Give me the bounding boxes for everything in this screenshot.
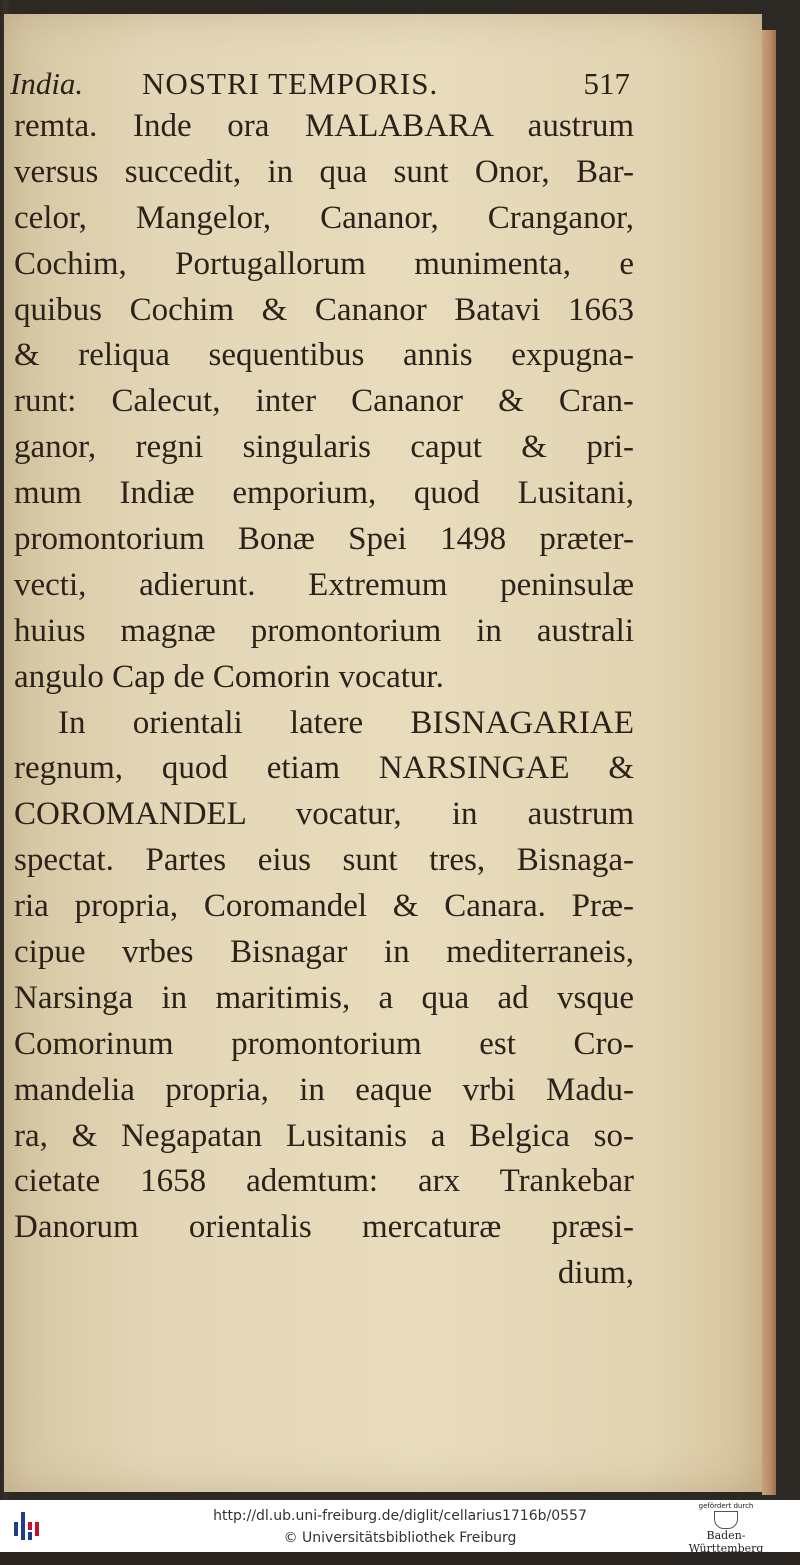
sponsor-name: Baden-Württemberg xyxy=(688,1529,764,1555)
sponsor-block xyxy=(676,1502,776,1565)
sponsor-subtitle: MINISTERIUM FÜR WISSENSCHAFT, FORSCHUNG UND KUNST xyxy=(677,1555,775,1565)
text-line: In orientali latere BISNAGARIAE xyxy=(58,704,634,741)
text-line: Cochim, Portugallorum munimenta, e xyxy=(14,245,634,282)
text-line: remta. Inde ora MALABARA austrum xyxy=(14,108,634,144)
header-running-title: NOSTRI TEMPORIS. xyxy=(142,66,439,101)
text-line: promontorium Bonæ Spei 1498 præter- xyxy=(14,521,634,558)
page-text xyxy=(14,104,634,1297)
text-line: celor, Mangelor, Cananor, Cranganor, xyxy=(14,199,634,236)
page-number: 517 xyxy=(583,66,630,101)
text-line: ria propria, Coromandel & Canara. Præ- xyxy=(14,888,634,925)
text-line: quibus Cochim & Cananor Batavi 1663 xyxy=(14,291,634,328)
copyright-notice: © Universitätsbibliothek Freiburg xyxy=(283,1530,517,1546)
running-header xyxy=(10,60,630,104)
text-line: versus succedit, in qua sunt Onor, Bar- xyxy=(14,153,634,190)
header-section-title: India. xyxy=(10,66,84,101)
text-line: spectat. Partes eius sunt tres, Bisnaga- xyxy=(14,842,634,879)
text-line: mum Indiæ emporium, quod Lusitani, xyxy=(14,475,634,512)
text-line: COROMANDEL vocatur, in austrum xyxy=(14,796,634,833)
viewer-footer xyxy=(0,1500,800,1565)
text-line: ra, & Negapatan Lusitanis a Belgica so- xyxy=(14,1117,634,1154)
text-line: cietate 1658 ademtum: arx Trankebar xyxy=(14,1163,634,1200)
page-edge xyxy=(762,30,776,1495)
text-line: ganor, regni singularis caput & pri- xyxy=(14,429,634,466)
text-line: regnum, quod etiam NARSINGAE & xyxy=(14,750,634,787)
text-line: angulo Cap de Comorin vocatur. xyxy=(14,658,444,695)
sponsor-caption: gefördert durch xyxy=(698,1502,754,1510)
text-line: Narsinga in maritimis, a qua ad vsque xyxy=(14,979,634,1016)
text-line: Comorinum promontorium est Cro- xyxy=(14,1025,634,1062)
text-line: vecti, adierunt. Extremum peninsulæ xyxy=(14,566,634,603)
text-line: & reliqua sequentibus annis expugna- xyxy=(14,337,634,374)
permalink-url[interactable]: http://dl.ub.uni-freiburg.de/diglit/cellarius1716b/0557 xyxy=(213,1508,587,1524)
text-line: mandelia propria, in eaque vrbi Madu- xyxy=(14,1071,634,1108)
catchword: dium, xyxy=(557,1255,634,1292)
text-line: cipue vrbes Bisnagar in mediterraneis, xyxy=(14,934,634,971)
text-line: runt: Calecut, inter Cananor & Cran- xyxy=(14,383,634,420)
text-line: Danorum orientalis mercaturæ præsi- xyxy=(14,1209,634,1246)
text-line: huius magnæ promontorium in australi xyxy=(14,612,634,649)
coat-of-arms-icon xyxy=(714,1511,738,1529)
